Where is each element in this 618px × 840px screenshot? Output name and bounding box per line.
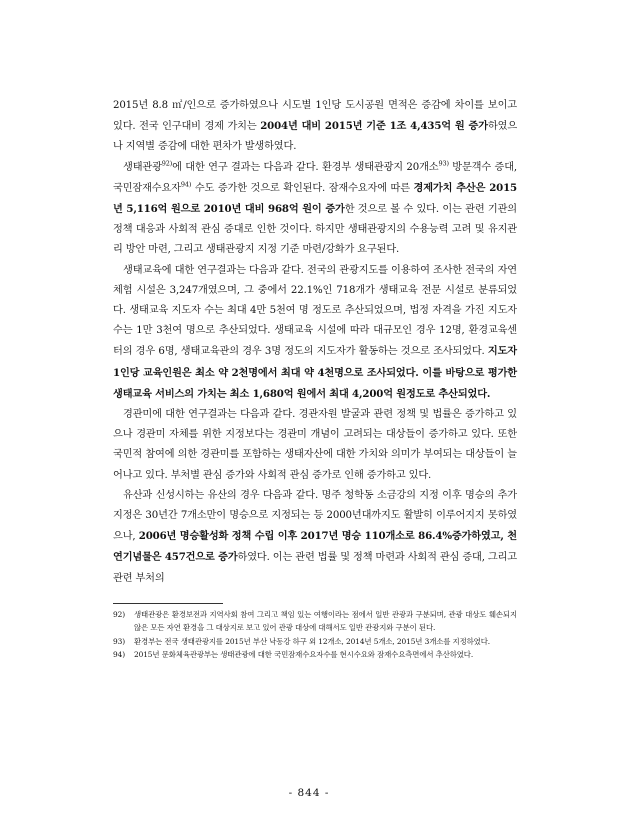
footnote-number: 93) bbox=[113, 636, 125, 646]
text-span: 하였으나 지역별 증감에 대한 편차가 발생하였다. bbox=[113, 121, 518, 153]
text-span: 생태관광 bbox=[123, 161, 162, 173]
paragraph bbox=[113, 96, 517, 158]
footnote-text: 환경부는 전국 생태관광지를 2015년 부산 낙동강 하구 외 12개소, 2014년 5개소, 2015년 3개소를 지정하였다. bbox=[134, 636, 491, 646]
text-span: 유산과 신성시하는 유산의 경우 다음과 같다. 명주 청학동 소금강의 지정 이후 명승의 추가지정은 30년간 7개소만이 명승으로 지정되는 등 2000년대까지도 활발히 이루어지지 못하였으나, bbox=[113, 489, 517, 543]
body-text bbox=[113, 96, 517, 589]
text-span: 수도 증가한 것으로 확인된다. 잠재수요자에 따른 bbox=[191, 182, 414, 194]
footnote-text: 생태관광은 환경보전과 지역사회 참여 그리고 책임 있는 여행이라는 점에서 일반 관광과 구분되며, 관광 대상도 훼손되지 않은 모든 자연 환경을 그 대상지로 보고 있어 관광 대상에 대해서도 일반 관광지와 구분이 된다. bbox=[134, 610, 517, 633]
emphasis-text: 경제가치 추산은 2015년 5,116억 원으로 2010년 대비 968억 원이 증가 bbox=[113, 181, 517, 216]
paragraph bbox=[113, 158, 517, 261]
footnote-number: 92) bbox=[113, 610, 125, 619]
emphasis-text: 지도자 1인당 교육인원은 최소 약 2천명에서 최대 약 4천명으로 조사되었다. 이를 바탕으로 평가한 생태교육 서비스의 가치는 최소 1,680억 원에서 최대 4,200억 원정도로 추산되었다. bbox=[113, 345, 517, 400]
emphasis-text: 2004년 대비 2015년 기준 1조 4,435억 원 증가 bbox=[260, 120, 488, 133]
footnote-rule bbox=[113, 603, 223, 604]
text-span: 방문객수 증대, 국민잠재수요자 bbox=[113, 161, 517, 194]
footnote-number: 94) bbox=[113, 650, 125, 660]
footnote bbox=[113, 608, 517, 635]
text-span: 한 것으로 볼 수 있다. 이는 관련 기관의 정책 대응과 사회적 관심 증대로 인한 것이다. 하지만 생태관광지의 수용능력 고려 및 유지관리 방안 마련, 그리고 생태관광지 지정 기준 마련/강화가 요구된다. bbox=[113, 204, 517, 256]
footnote-ref: 92) bbox=[161, 159, 173, 168]
paragraph bbox=[113, 405, 517, 486]
footnotes bbox=[113, 608, 517, 662]
footnote-text: 2015년 문화체육관광부는 생태관광에 대한 국민잠재수요자수를 현시수요와 잠재수요측면에서 추산하였다. bbox=[134, 650, 474, 660]
footnote bbox=[113, 648, 517, 661]
emphasis-text: 2006년 명승활성화 정책 수립 이후 2017년 명승 110개소로 86.4%증가하였고, 천연기념물은 457건으로 증가 bbox=[113, 530, 517, 564]
text-span: 경관미에 대한 연구결과는 다음과 같다. 경관자원 발굴과 관련 정책 및 법률은 증가하고 있으나 경관미 자체를 위한 지정보다는 경관미 개념이 고려되는 대상들이 증가하고 있다. 또한 국민적 참여에 의한 경관미를 포함하는 생태자산에 대한 가치와 의미가 부여되는 대상들이 늘어나고 있다. 부처별 관심 증가와 사회적 관심 증가로 인해 증가하고 있다. bbox=[113, 409, 517, 481]
page-number: - 844 - bbox=[288, 787, 330, 799]
text-span: 생태교육에 대한 연구결과는 다음과 같다. 전국의 관광지도를 이용하여 조사한 전국의 자연체험 시설은 3,247개였으며, 그 중에서 22.1%인 718개가 생태교육 전문 시설로 분류되었다. 생태교육 지도자 수는 최대 4만 5천여 명 정도로 추산되었으며, 법정 자격을 가진 지도자 수는 1만 3천여 명으로 추산되었다. 생태교육 시설에 따라 대규모인 경우 12명, 환경교육센터의 경우 6명, 생태교육관의 경우 3명 정도의 지도자가 활동하는 것으로 조사되었다. bbox=[113, 264, 517, 358]
paragraph bbox=[113, 261, 517, 405]
footnote bbox=[113, 635, 517, 648]
text-span: 에 대한 연구 결과는 다음과 같다. 환경부 생태관광지 20개소 bbox=[172, 161, 439, 173]
footnote-ref: 93) bbox=[438, 159, 449, 168]
footnote-ref: 94) bbox=[180, 180, 192, 189]
paragraph bbox=[113, 486, 517, 589]
text-span: 2015년 8.8 ㎡/인으로 증가하였으나 시도별 1인당 도시공원 면적은 증감에 차이를 보이고 있다. 전국 인구대비 경제 가치는 bbox=[113, 100, 517, 133]
text-span: 하였다. 이는 관련 법률 및 정책 마련과 사회적 관심 증대, 그리고 관련 부처의 bbox=[113, 552, 517, 584]
